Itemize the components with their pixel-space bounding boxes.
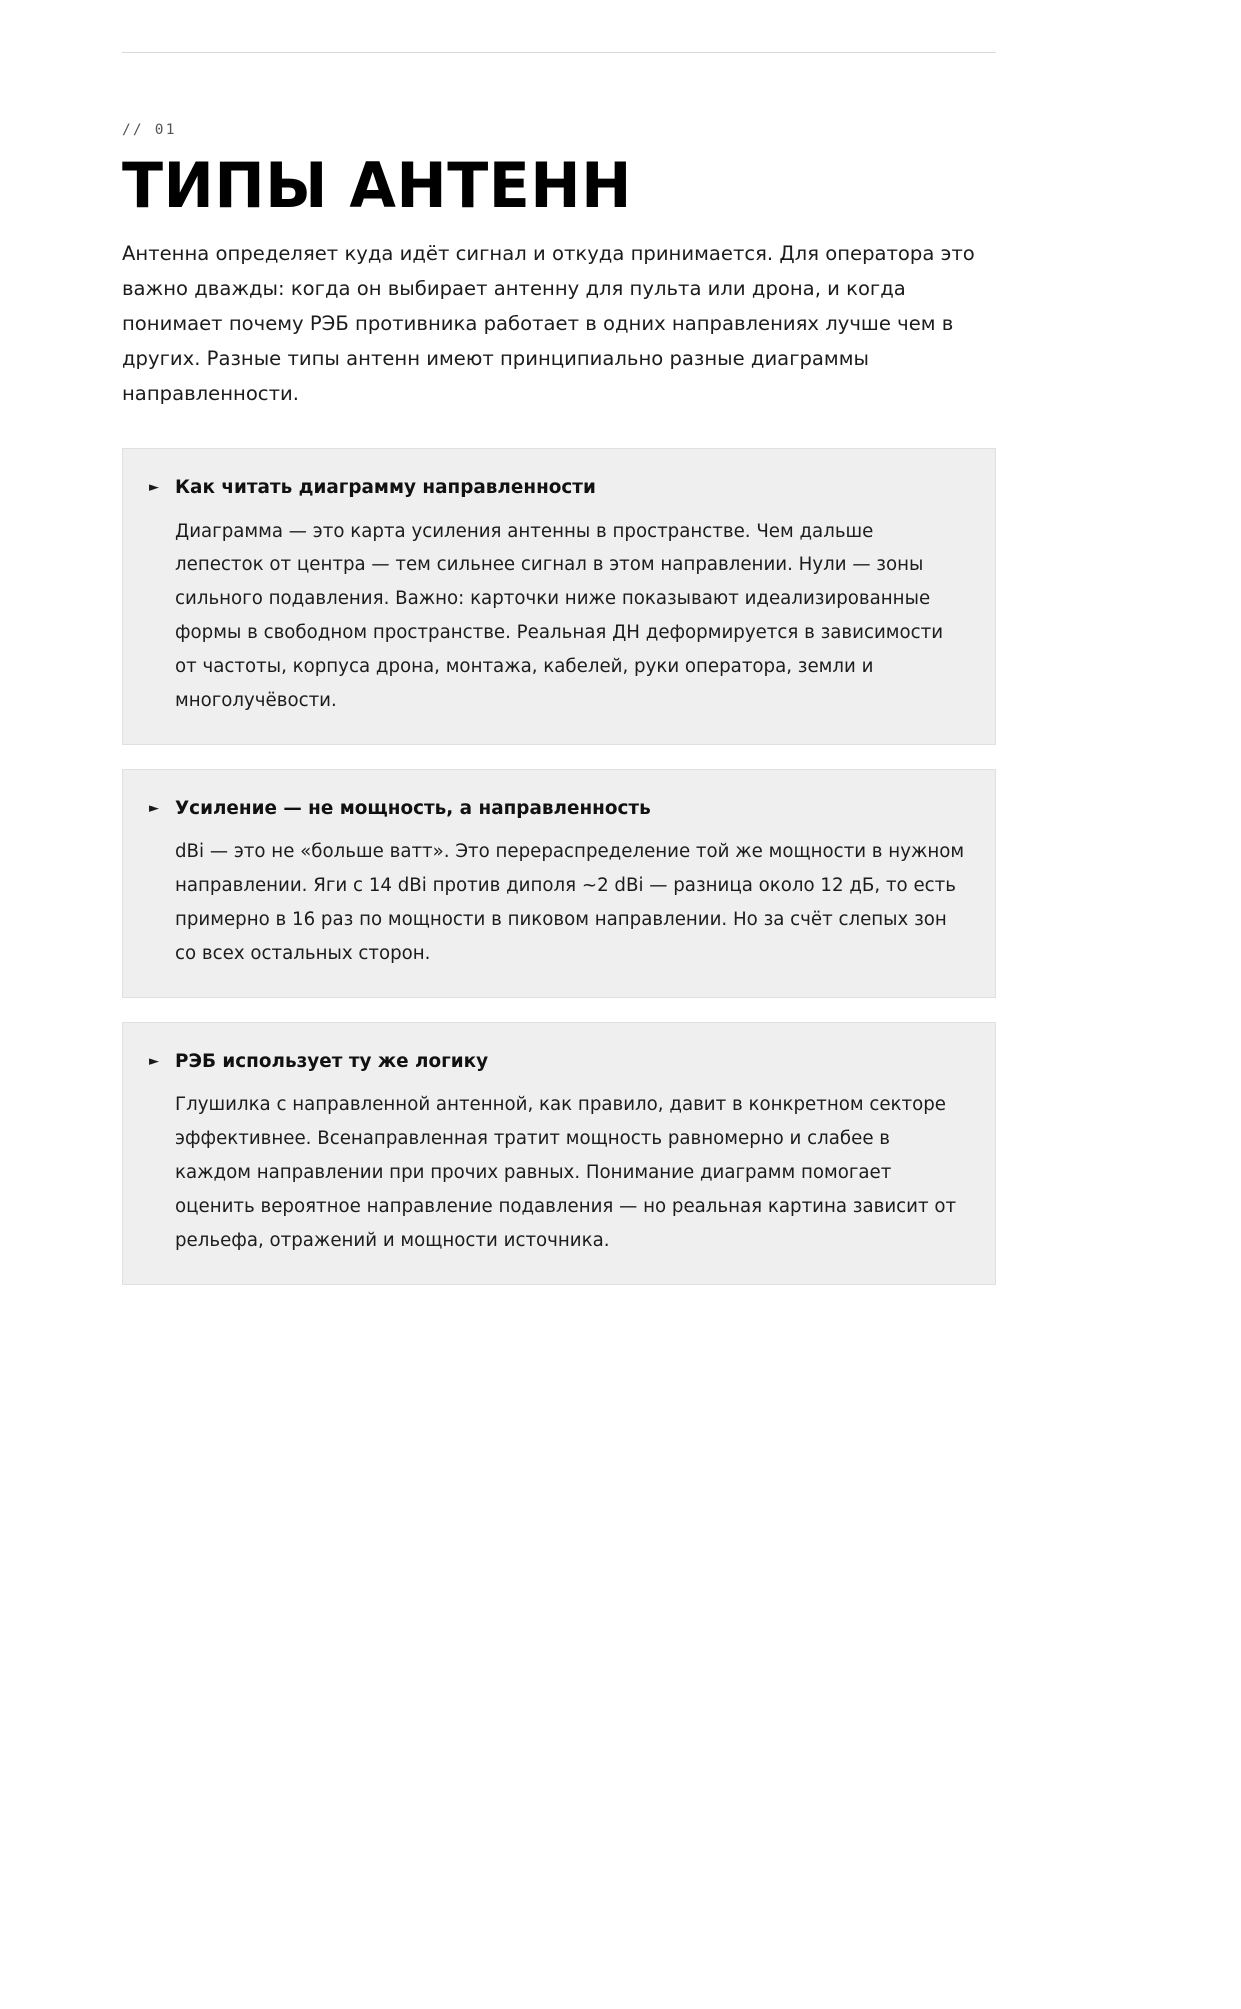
- header-divider: [122, 52, 996, 53]
- callout-title: Усиление — не мощность, а направленность: [175, 797, 651, 819]
- triangle-bullet-icon: ►: [149, 1053, 159, 1069]
- page-bottom-whitespace: [122, 1309, 996, 2009]
- callout-card: [122, 1022, 996, 1285]
- triangle-bullet-icon: ►: [149, 800, 159, 816]
- section-number-kicker: // 01: [122, 122, 177, 138]
- intro-paragraph: Антенна определяет куда идёт сигнал и откуда принимается. Для оператора это важно дважды: когда он выбирает антенну для пульта или дрона, и когда понимает почему РЭБ противника работает в одних направлениях лучше чем в других. Разные типы антенн имеют принципиально разные диаграммы направленности.: [122, 242, 975, 405]
- callout-title: Как читать диаграмму направленности: [175, 476, 596, 498]
- callout-title: РЭБ использует ту же логику: [175, 1050, 489, 1072]
- callout-body: dBi — это не «больше ватт». Это перераспределение той же мощности в нужном направлении. Яги с 14 dBi против диполя ~2 dBi — разница около 12 дБ, то есть примерно в 16 раз по мощности в пиковом направлении. Но за счёт слепых зон со всех остальных сторон.: [175, 841, 965, 964]
- callout-card: [122, 769, 996, 998]
- callout-body: Глушилка с направленной антенной, как правило, давит в конкретном секторе эффективнее. Всенаправленная тратит мощность равномерно и слабее в каждом направлении при прочих равных. Понимание диаграмм помогает оценить вероятное направление подавления — но реальная картина зависит от рельефа, отражений и мощности источника.: [175, 1094, 957, 1251]
- callout-card: [122, 448, 996, 745]
- callout-header: [149, 796, 965, 822]
- callout-header: [149, 1049, 965, 1075]
- document-content: [122, 0, 996, 2009]
- triangle-bullet-icon: ►: [149, 479, 159, 495]
- callout-body: Диаграмма — это карта усиления антенны в пространстве. Чем дальше лепесток от центра — тем сильнее сигнал в этом направлении. Нули — зоны сильного подавления. Важно: карточки ниже показывают идеализированные формы в свободном пространстве. Реальная ДН деформируется в зависимости от частоты, корпуса дрона, монтажа, кабелей, руки оператора, земли и многолучёвости.: [175, 520, 944, 711]
- page-title: ТИПЫ АНТЕНН: [122, 148, 632, 222]
- callout-header: [149, 475, 965, 501]
